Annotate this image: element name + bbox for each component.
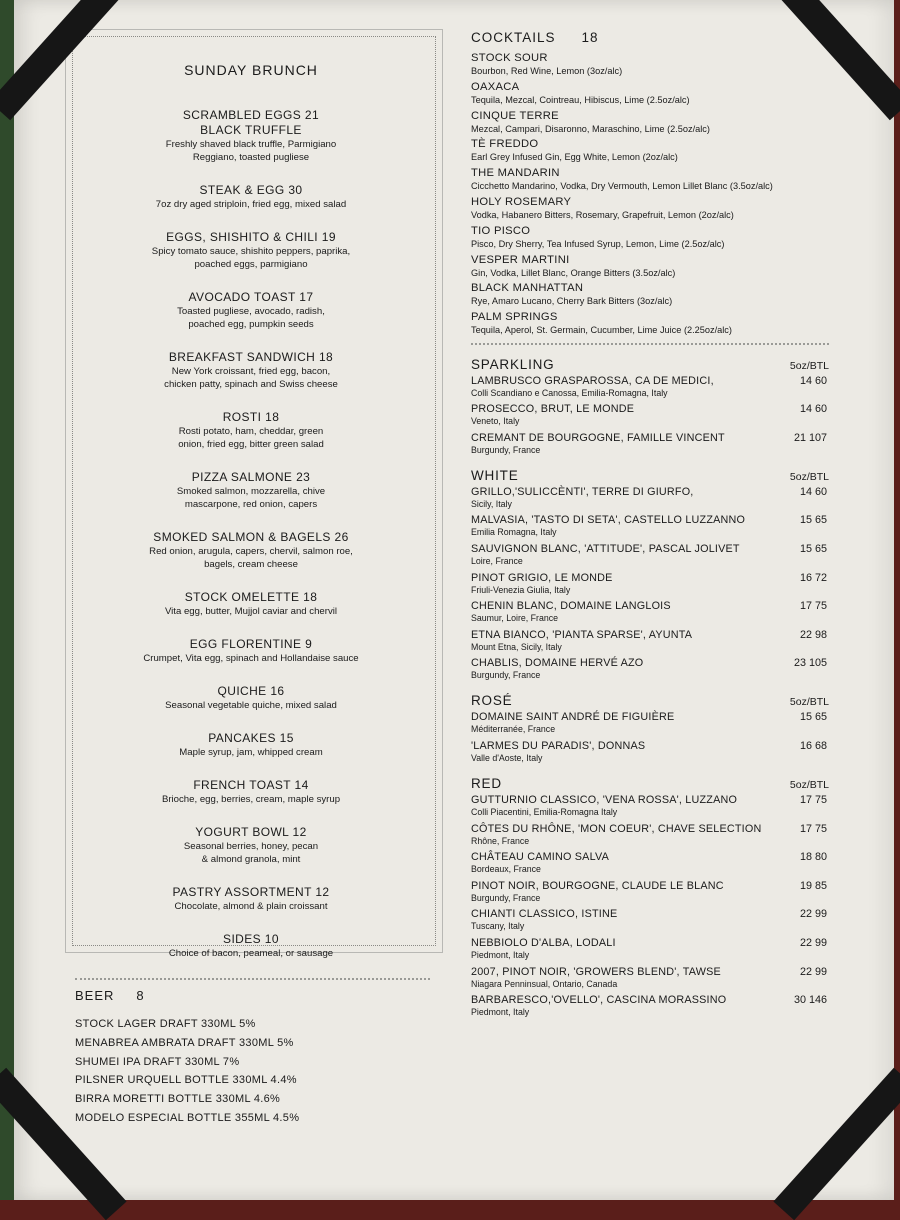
cocktails-divider — [471, 343, 829, 345]
wine-item — [471, 710, 831, 735]
wine-item — [471, 793, 831, 818]
dish-name: FRENCH TOAST 14 — [193, 778, 309, 792]
wine-section-header — [471, 357, 831, 372]
wine-price: 16 72 — [799, 571, 827, 584]
dish-name: SCRAMBLED EGGS 21 — [182, 108, 320, 122]
cocktail-name: CINQUE TERRE — [471, 109, 559, 122]
wine-item — [471, 739, 831, 764]
brunch-title: SUNDAY BRUNCH — [184, 62, 318, 78]
wine-info — [471, 907, 617, 932]
wine-price: 17 75 — [799, 822, 827, 835]
wine-item — [471, 822, 831, 847]
brunch-item — [96, 230, 406, 271]
drinks-section — [471, 30, 831, 1022]
wine-price: 15 65 — [799, 514, 827, 527]
cocktail-description: Gin, Vodka, Lillet Blanc, Orange Bitters (3.5oz/alc) — [471, 267, 676, 278]
wine-region: Colli Piacentini, Emilia-Romagna Italy — [471, 807, 618, 818]
cocktail-name: THE MANDARIN — [471, 167, 560, 180]
brunch-item — [96, 108, 406, 164]
dish-description: Choice of bacon, peameal, or sausage — [168, 948, 334, 959]
wine-price: 17 75 — [799, 794, 827, 807]
dish-name: PASTRY ASSORTMENT 12 — [172, 885, 330, 899]
dish-name: STOCK OMELETTE 18 — [184, 590, 318, 604]
beer-item: MODELO ESPECIAL BOTTLE 355ML 4.5% — [75, 1111, 300, 1124]
wine-item — [471, 965, 831, 990]
brunch-section — [96, 50, 406, 959]
dish-description: Chocolate, almond & plain croissant — [174, 901, 328, 912]
wine-price: 17 75 — [799, 600, 827, 613]
dish-description: Crumpet, Vita egg, spinach and Hollandaise sauce — [143, 653, 359, 664]
dish-description: Maple syrup, jam, whipped cream — [179, 747, 323, 758]
dish-description: Seasonal berries, honey, pecan — [183, 841, 319, 852]
wine-item — [471, 402, 831, 427]
brunch-list — [96, 108, 406, 960]
wine-item — [471, 907, 831, 932]
wine-section-unit: 5oz/BTL — [789, 359, 829, 372]
wine-item — [471, 879, 831, 904]
wine-section-title: WHITE — [471, 467, 519, 483]
wine-info — [471, 542, 740, 567]
dish-description: Rosti potato, ham, cheddar, green — [178, 426, 324, 437]
wine-region: Colli Scandiano e Canossa, Emilia-Romagna, Italy — [471, 387, 668, 398]
wine-price: 14 60 — [799, 403, 827, 416]
beer-item: PILSNER URQUELL BOTTLE 330ML 4.4% — [75, 1074, 297, 1087]
wine-price: 22 99 — [799, 936, 827, 949]
wine-item — [471, 571, 831, 596]
wine-name: ETNA BIANCO, 'PIANTA SPARSE', AYUNTA — [471, 628, 693, 641]
wine-name: SAUVIGNON BLANC, 'ATTITUDE', PASCAL JOLIVET — [471, 543, 740, 556]
wine-name: BARBARESCO,'OVELLO', CASCINA MORASSINO — [471, 994, 727, 1007]
wine-list — [471, 357, 831, 1019]
brunch-item — [96, 590, 406, 618]
wine-region: Tuscany, Italy — [471, 921, 525, 932]
brunch-item — [96, 684, 406, 712]
cocktails-title-text: COCKTAILS — [471, 30, 556, 45]
wine-section-title: RED — [471, 776, 502, 792]
wine-region: Méditerranée, France — [471, 724, 556, 735]
wine-region: Piedmont, Italy — [471, 1007, 530, 1018]
brunch-item — [96, 350, 406, 391]
wine-price: 14 60 — [799, 374, 827, 387]
cocktail-name: TIO PISCO — [471, 224, 531, 237]
beer-item: BIRRA MORETTI BOTTLE 330ML 4.6% — [75, 1093, 281, 1106]
dish-name: PANCAKES 15 — [208, 731, 294, 745]
wine-item — [471, 485, 831, 510]
wine-item — [471, 599, 831, 624]
wine-region: Mount Etna, Sicily, Italy — [471, 641, 562, 652]
dish-name: BREAKFAST SANDWICH 18 — [168, 350, 334, 364]
wine-region: Friuli-Venezia Giulia, Italy — [471, 584, 571, 595]
wine-region: Burgundy, France — [471, 892, 541, 903]
wine-info — [471, 850, 609, 875]
beer-item: MENABREA AMBRATA DRAFT 330ML 5% — [75, 1036, 294, 1049]
wine-info — [471, 822, 761, 847]
wine-price: 30 146 — [793, 994, 827, 1007]
dish-description: Freshly shaved black truffle, Parmigiano — [165, 139, 337, 150]
wine-info — [471, 599, 671, 624]
beer-divider — [75, 978, 430, 980]
beer-title-text: BEER — [75, 988, 115, 1003]
wine-item — [471, 850, 831, 875]
wine-name: CHABLIS, DOMAINE HERVÉ AZO — [471, 657, 644, 670]
wine-info — [471, 993, 726, 1018]
wine-info — [471, 965, 721, 990]
dish-subname: BLACK TRUFFLE — [200, 123, 302, 137]
beer-item: SHUMEI IPA DRAFT 330ML 7% — [75, 1055, 240, 1068]
dish-description: Smoked salmon, mozzarella, chive — [176, 486, 326, 497]
brunch-item — [96, 932, 406, 960]
wine-price: 15 65 — [799, 543, 827, 556]
brunch-item — [96, 530, 406, 571]
wine-info — [471, 739, 645, 764]
dish-description: 7oz dry aged striploin, fried egg, mixed salad — [155, 199, 347, 210]
wine-item — [471, 513, 831, 538]
wine-item — [471, 628, 831, 653]
wine-section-header — [471, 693, 831, 708]
dish-name: PIZZA SALMONE 23 — [191, 470, 311, 484]
cocktail-name: BLACK MANHATTAN — [471, 282, 584, 295]
wine-name: LAMBRUSCO GRASPAROSSA, CA DE MEDICI, — [471, 374, 714, 387]
dish-name: STEAK & EGG 30 — [199, 183, 303, 197]
cocktail-name: OAXACA — [471, 80, 520, 93]
cocktail-name: VESPER MARTINI — [471, 253, 570, 266]
brunch-item — [96, 778, 406, 806]
wine-item — [471, 431, 831, 456]
wine-price: 18 80 — [799, 851, 827, 864]
cocktail-name: HOLY ROSEMARY — [471, 195, 572, 208]
dish-description: Toasted pugliese, avocado, radish, — [177, 306, 325, 317]
beer-price: 8 — [136, 988, 145, 1003]
dish-description: Brioche, egg, berries, cream, maple syrup — [161, 794, 341, 805]
wine-name: MALVASIA, 'TASTO DI SETA', CASTELLO LUZZANNO — [471, 514, 746, 527]
beer-item: STOCK LAGER DRAFT 330ML 5% — [75, 1018, 256, 1030]
wine-info — [471, 374, 714, 399]
dish-description: Reggiano, toasted pugliese — [192, 152, 310, 163]
cocktail-item — [471, 195, 831, 222]
dish-description: & almond granola, mint — [201, 854, 301, 865]
wine-item — [471, 993, 831, 1018]
cocktails-title — [471, 30, 831, 45]
cocktail-item — [471, 109, 831, 136]
cocktails-price: 18 — [581, 30, 599, 45]
cocktail-item — [471, 310, 831, 337]
dish-name: SMOKED SALMON & BAGELS 26 — [153, 530, 349, 544]
wine-region: Emilia Romagna, Italy — [471, 527, 557, 538]
wine-region: Valle d'Aoste, Italy — [471, 753, 543, 764]
wine-info — [471, 513, 745, 538]
wine-region: Loire, France — [471, 556, 523, 567]
dish-description: poached egg, pumpkin seeds — [188, 319, 314, 330]
dish-name: SIDES 10 — [223, 932, 279, 946]
wine-price: 14 60 — [799, 485, 827, 498]
wine-name: CREMANT DE BOURGOGNE, FAMILLE VINCENT — [471, 431, 725, 444]
cocktail-description: Tequila, Mezcal, Cointreau, Hibiscus, Lime (2.5oz/alc) — [471, 94, 690, 105]
wine-name: PINOT GRIGIO, LE MONDE — [471, 571, 613, 584]
wine-item — [471, 374, 831, 399]
wine-info — [471, 431, 725, 456]
wine-section-unit: 5oz/BTL — [789, 696, 829, 709]
wine-name: CHENIN BLANC, DOMAINE LANGLOIS — [471, 600, 671, 613]
dish-name: ROSTI 18 — [222, 410, 280, 424]
dish-name: AVOCADO TOAST 17 — [188, 290, 314, 304]
wine-section-title: ROSÉ — [471, 693, 513, 709]
dish-description: Red onion, arugula, capers, chervil, salmon roe, — [149, 546, 353, 557]
cocktail-description: Vodka, Habanero Bitters, Rosemary, Grapefruit, Lemon (2oz/alc) — [471, 209, 734, 220]
brunch-item — [96, 885, 406, 913]
cocktail-description: Bourbon, Red Wine, Lemon (3oz/alc) — [471, 66, 623, 76]
brunch-item — [96, 637, 406, 665]
wine-price: 22 98 — [799, 628, 827, 641]
wine-price: 23 105 — [793, 657, 827, 670]
wine-price: 19 85 — [799, 879, 827, 892]
wine-name: NEBBIOLO D'ALBA, LODALI — [471, 936, 616, 949]
wine-name: CHIANTI CLASSICO, ISTINE — [471, 908, 618, 921]
cocktail-description: Cicchetto Mandarino, Vodka, Dry Vermouth, Lemon Lillet Blanc (3.5oz/alc) — [471, 181, 773, 192]
cocktail-item — [471, 80, 831, 107]
wine-region: Bordeaux, France — [471, 864, 541, 875]
wine-name: GUTTURNIO CLASSICO, 'VENA ROSSA', LUZZANO — [471, 794, 738, 807]
wine-info — [471, 485, 694, 510]
dish-description: onion, fried egg, bitter green salad — [178, 439, 324, 450]
wine-price: 15 65 — [799, 711, 827, 724]
cocktail-item — [471, 137, 831, 164]
wine-name: CHÂTEAU CAMINO SALVA — [471, 851, 609, 864]
beer-section — [75, 988, 299, 1128]
wine-item — [471, 656, 831, 681]
cocktail-name: PALM SPRINGS — [471, 311, 558, 324]
cocktail-name: STOCK SOUR — [471, 52, 548, 64]
cocktail-item — [471, 281, 831, 308]
dish-name: QUICHE 16 — [217, 684, 285, 698]
brunch-item — [96, 731, 406, 759]
brunch-item — [96, 825, 406, 866]
wine-region: Rhône, France — [471, 835, 530, 846]
wine-region: Burgundy, France — [471, 670, 541, 681]
wine-region: Burgundy, France — [471, 444, 541, 455]
dish-description: Seasonal vegetable quiche, mixed salad — [165, 700, 337, 711]
dish-description: New York croissant, fried egg, bacon, — [171, 366, 331, 377]
wine-name: 2007, PINOT NOIR, 'GROWERS BLEND', TAWSE — [471, 965, 721, 978]
cocktail-item — [471, 51, 831, 78]
cocktail-list — [471, 51, 831, 337]
wine-info — [471, 710, 674, 735]
wine-info — [471, 628, 692, 653]
wine-section-header — [471, 468, 831, 483]
cocktail-description: Mezcal, Campari, Disaronno, Maraschino, Lime (2.5oz/alc) — [471, 123, 710, 134]
wine-name: PINOT NOIR, BOURGOGNE, CLAUDE LE BLANC — [471, 879, 724, 892]
wine-region: Veneto, Italy — [471, 416, 520, 427]
wine-price: 16 68 — [799, 740, 827, 753]
wine-item — [471, 936, 831, 961]
dish-description: mascarpone, red onion, capers — [184, 499, 318, 510]
wine-name: CÔTES DU RHÔNE, 'MON COEUR', CHAVE SELECTION — [471, 822, 762, 835]
wine-name: GRILLO,'SULICCÈNTI', TERRE DI GIURFO, — [471, 485, 694, 498]
wine-region: Sicily, Italy — [471, 498, 512, 509]
cocktail-name: TÈ FREDDO — [471, 138, 539, 151]
wine-section-title: SPARKLING — [471, 356, 555, 372]
wine-info — [471, 793, 737, 818]
wine-info — [471, 402, 634, 427]
wine-name: 'LARMES DU PARADIS', DONNAS — [471, 740, 646, 753]
cocktail-item — [471, 166, 831, 193]
brunch-item — [96, 290, 406, 331]
dish-description: Vita egg, butter, Mujjol caviar and chervil — [164, 606, 338, 617]
cocktail-description: Pisco, Dry Sherry, Tea Infused Syrup, Lemon, Lime (2.5oz/alc) — [471, 238, 725, 249]
wine-info — [471, 936, 616, 961]
brunch-item — [96, 410, 406, 451]
beer-title — [75, 988, 299, 1003]
dish-name: YOGURT BOWL 12 — [195, 825, 307, 839]
wine-price: 22 99 — [799, 965, 827, 978]
cocktail-description: Earl Grey Infused Gin, Egg White, Lemon (2oz/alc) — [471, 152, 678, 163]
brunch-item — [96, 183, 406, 211]
wine-section-header — [471, 776, 831, 791]
cocktail-description: Tequila, Aperol, St. Germain, Cucumber, Lime Juice (2.25oz/alc) — [471, 325, 732, 336]
wine-item — [471, 542, 831, 567]
wine-price: 21 107 — [793, 431, 827, 444]
wine-info — [471, 571, 613, 596]
wine-price: 22 99 — [799, 908, 827, 921]
cocktail-description: Rye, Amaro Lucano, Cherry Bark Bitters (3oz/alc) — [471, 296, 673, 307]
wine-info — [471, 656, 643, 681]
wine-section-unit: 5oz/BTL — [789, 779, 829, 792]
brunch-item — [96, 470, 406, 511]
dish-description: poached eggs, parmigiano — [194, 259, 308, 270]
cocktail-item — [471, 253, 831, 280]
beer-list — [75, 1015, 299, 1128]
wine-name: PROSECCO, BRUT, LE MONDE — [471, 403, 635, 416]
wine-region: Piedmont, Italy — [471, 949, 530, 960]
wine-name: DOMAINE SAINT ANDRÉ DE FIGUIÈRE — [471, 711, 675, 724]
cocktail-item — [471, 224, 831, 251]
dish-description: bagels, cream cheese — [204, 559, 298, 570]
wine-region: Saumur, Loire, France — [471, 613, 559, 624]
wine-section-unit: 5oz/BTL — [789, 470, 829, 483]
dish-description: chicken patty, spinach and Swiss cheese — [164, 379, 338, 390]
dish-description: Spicy tomato sauce, shishito peppers, paprika, — [151, 246, 351, 257]
dish-name: EGGS, SHISHITO & CHILI 19 — [166, 230, 336, 244]
wine-region: Niagara Penninsual, Ontario, Canada — [471, 978, 618, 989]
dish-name: EGG FLORENTINE 9 — [189, 637, 313, 651]
wine-info — [471, 879, 724, 904]
